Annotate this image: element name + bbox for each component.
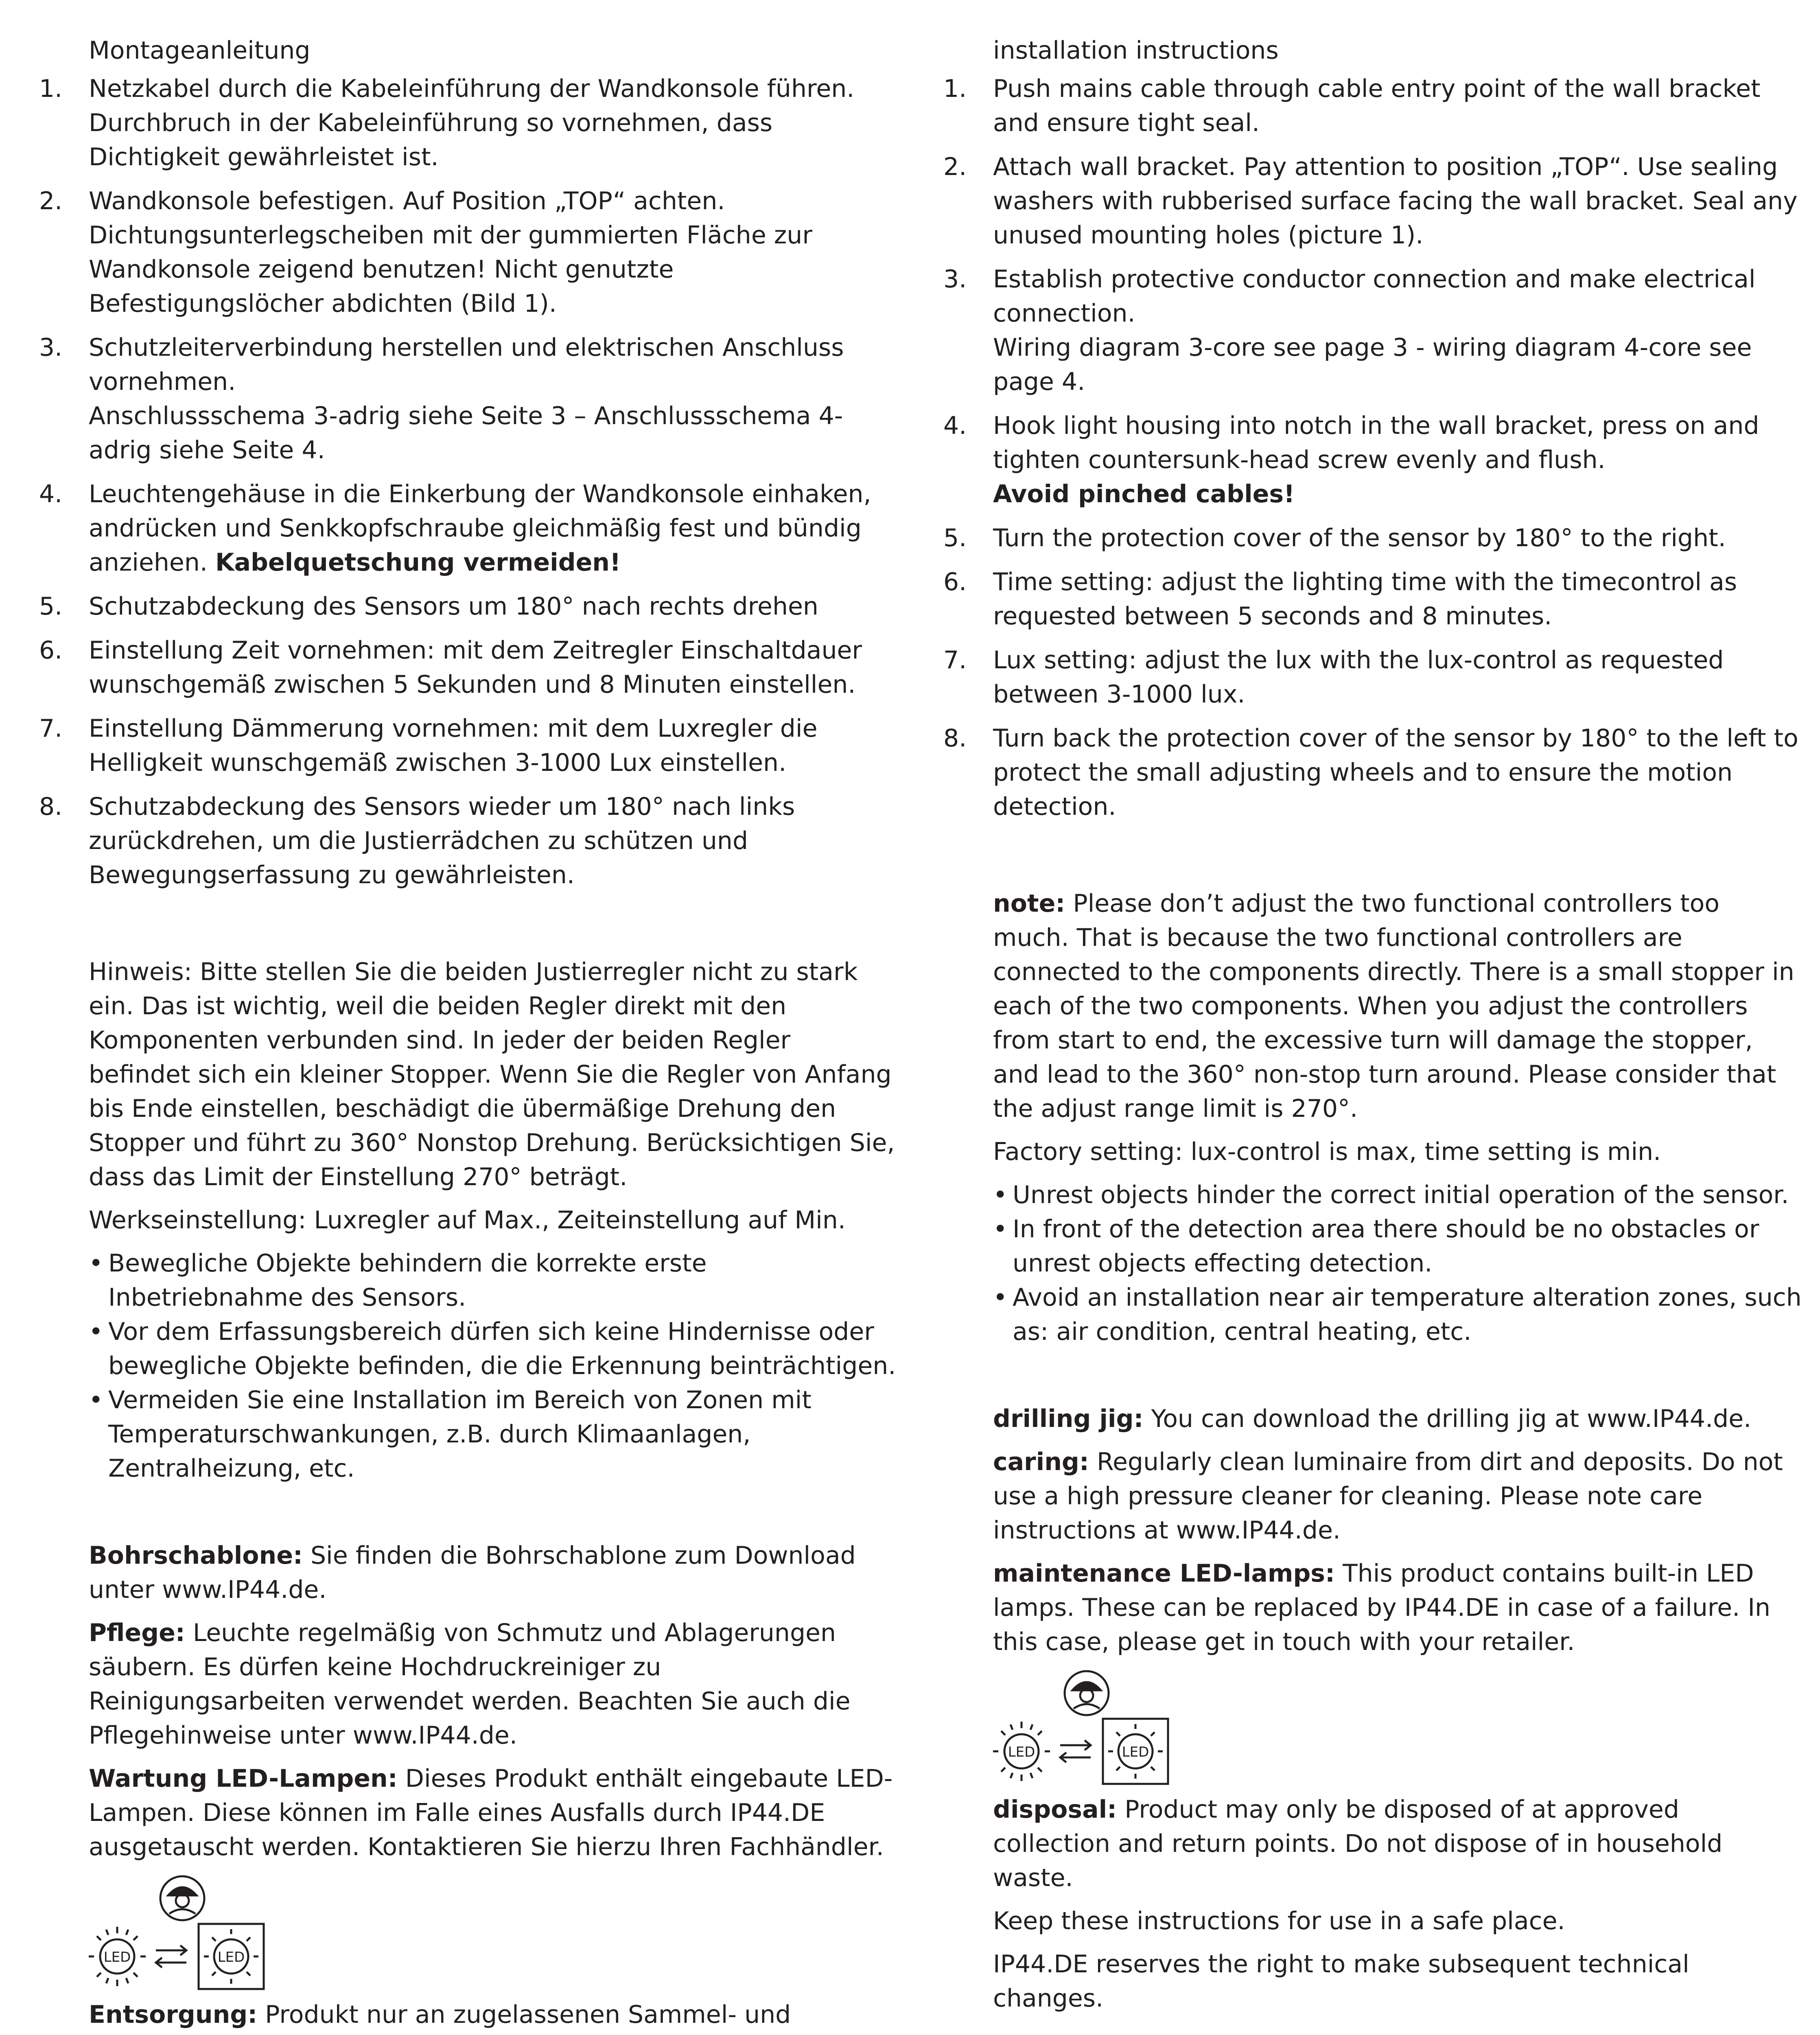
en-step-3: 3. Establish protective conductor connection and make electrical connection. Wiring diagram 3-core see page 3 - wiring diagram 4-core see page 4. — [943, 265, 1756, 396]
en-factory-setting: Factory setting: lux-control is max, time setting is min. — [993, 1138, 1661, 1166]
de-bullet: • Vermeiden Sie eine Installation im Bereich von Zonen mit Temperaturschwankungen, z.B. durch Klimaanlagen, Zentralheizung, etc. — [89, 1386, 812, 1483]
led-icon-label: LED — [217, 1949, 245, 1965]
en-keep: Keep these instructions for use in a safe place. — [993, 1907, 1565, 1935]
led-icon-label: LED — [1008, 1744, 1035, 1760]
de-step-4: 4. Leuchtengehäuse in die Einkerbung der Wandkonsole einhaken, andrücken und Senkkopfschraube gleichmäßig fest und bündig anziehen. Kabelquetschung vermeiden! — [39, 480, 871, 577]
en-disposal: disposal: Product may only be disposed of at approved collection and return points. Do not dispose of in household waste. — [993, 1795, 1723, 1892]
english-column — [943, 33, 1803, 2024]
en-bullet: • Avoid an installation near air temperature alteration zones, such as: air condition, central heating, etc. — [993, 1283, 1802, 1346]
en-step-8: 8. Turn back the protection cover of the sensor by 180° to the left to protect the small adjusting wheels and to ensure the motion detection. — [943, 724, 1798, 821]
de-maintenance: Wartung LED-Lampen: Dieses Produkt enthält eingebaute LED-Lampen. Diese können im Falle eines Ausfalls durch IP44.DE ausgetauscht werden. Kontaktieren Sie hierzu Ihren Fachhändler. — [89, 1764, 893, 1861]
de-bullet: • Vor dem Erfassungsbereich dürfen sich keine Hindernisse oder bewegliche Objekte befinden, die die Erkennung beinträchtigen. — [89, 1317, 896, 1380]
en-step-7: 7. Lux setting: adjust the lux with the lux-control as requested between 3-1000 lux. — [943, 646, 1724, 709]
de-step-1: 1. Netzkabel durch die Kabeleinführung der Wandkonsole führen. Durchbruch in der Kabeleinführung so vornehmen, dass Dichtigkeit gewährleistet ist. — [39, 74, 855, 171]
de-factory-setting: Werkseinstellung: Luxregler auf Max., Zeiteinstellung auf Min. — [89, 1206, 846, 1234]
de-step-7: 7. Einstellung Dämmerung vornehmen: mit dem Luxregler die Helligkeit wunschgemäß zwischen 3-1000 Lux einstellen. — [39, 714, 818, 777]
en-title: installation instructions — [993, 36, 1279, 65]
de-title: Montageanleitung — [89, 36, 311, 65]
de-step-8: 8. Schutzabdeckung des Sensors wieder um 180° nach links zurückdrehen, um die Justierrädchen zu schützen und Bewegungserfassung zu gewährleisten. — [39, 792, 795, 889]
de-care: Pflege: Leuchte regelmäßig von Schmutz und Ablagerungen säubern. Es dürfen keine Hochdruckreiniger zu Reinigungsarbeiten verwendet werden. Beachten Sie auch die Pflegehinweise unter www.IP44.de. — [89, 1619, 851, 1750]
german-column — [39, 33, 899, 2035]
en-bullet: • In front of the detection area there should be no obstacles or unrest objects effecting detection. — [993, 1215, 1759, 1278]
en-note: note: Please don’t adjust the two functional controllers too much. That is because the two functional controllers are connected to the components directly. There is a small stopper in each of the two components. When you adjust the controllers from start to end, the excessive turn will damage the stopper, and lead to the 360° non-stop turn around. Please consider that the adjust range limit is 270°. — [993, 889, 1794, 1123]
led-icon-label: LED — [1122, 1744, 1149, 1760]
led-replacement-icon — [993, 1668, 1180, 1786]
en-bullet-list — [993, 1178, 1803, 1349]
technician-icon — [160, 1876, 204, 1920]
en-step-5: 5. Turn the protection cover of the sensor by 180° to the right. — [943, 524, 1726, 552]
de-step-3: 3. Schutzleiterverbindung herstellen und elektrischen Anschluss vornehmen. Anschlussschema 3-adrig siehe Seite 3 – Anschlussschema 4-adrig siehe Seite 4. — [39, 333, 844, 464]
de-bullet-list — [89, 1246, 899, 1486]
de-steps-list — [39, 72, 899, 892]
en-drilling-jig: drilling jig: You can download the drilling jig at www.IP44.de. — [993, 1405, 1752, 1433]
en-care: caring: Regularly clean luminaire from dirt and deposits. Do not use a high pressure cleaner for cleaning. Please note care instructions at www.IP44.de. — [993, 1448, 1783, 1545]
de-drilling-jig: Bohrschablone: Sie finden die Bohrschablone zum Download unter www.IP44.de. — [89, 1541, 856, 1604]
de-step-6: 6. Einstellung Zeit vornehmen: mit dem Zeitregler Einschaltdauer wunschgemäß zwischen 5 Sekunden und 8 Minuten einstellen. — [39, 636, 862, 699]
en-step-4: 4. Hook light housing into notch in the wall bracket, press on and tighten countersunk-head screw evenly and flush. Avoid pinched cables! — [943, 411, 1759, 508]
exchange-arrows-icon — [1060, 1740, 1091, 1762]
de-step-2: 2. Wandkonsole befestigen. Auf Position „TOP“ achten. Dichtungsunterlegscheiben mit der gummierten Fläche zur Wandkonsole zeigend benutzen! Nicht genutzte Befestigungslöcher abdichten (Bild 1). — [39, 187, 812, 318]
en-steps-list — [943, 72, 1803, 824]
led-icon-label: LED — [103, 1949, 131, 1965]
en-step-2: 2. Attach wall bracket. Pay attention to position „TOP“. Use sealing washers with rubberised surface facing the wall bracket. Seal any unused mounting holes (picture 1). — [943, 153, 1798, 249]
de-note: Hinweis: Bitte stellen Sie die beiden Justierregler nicht zu stark ein. Das ist wichtig, weil die beiden Regler direkt mit den Komponenten verbunden sind. In jeder der beiden Regler befindet sich ein kleiner Stopper. Wenn Sie die Regler von Anfang bis Ende einstellen, beschädigt die übermäßige Drehung den Stopper und führt zu 360° Nonstop Drehung. Berücksichtigen Sie, dass das Limit der Einstellung 270° beträgt. — [89, 958, 895, 1191]
en-maintenance: maintenance LED-lamps: This product contains built-in LED lamps. These can be replaced by IP44.DE in case of a failure. In this case, please get in touch with your retailer. — [993, 1559, 1771, 1656]
en-bullet: • Unrest objects hinder the correct initial operation of the sensor. — [993, 1181, 1789, 1209]
technician-icon — [1065, 1671, 1109, 1715]
en-reserve: IP44.DE reserves the right to make subsequent technical changes. — [993, 1950, 1689, 2013]
de-step-5: 5. Schutzabdeckung des Sensors um 180° nach rechts drehen — [39, 592, 818, 621]
de-disposal: Entsorgung: Produkt nur an zugelassenen Sammel- und — [89, 2000, 791, 2029]
exchange-arrows-icon — [156, 1945, 186, 1967]
en-step-1: 1. Push mains cable through cable entry point of the wall bracket and ensure tight seal. — [943, 74, 1761, 137]
led-replacement-icon — [89, 1873, 276, 1991]
de-bullet: • Bewegliche Objekte behindern die korrekte erste Inbetriebnahme des Sensors. — [89, 1249, 707, 1312]
en-step-6: 6. Time setting: adjust the lighting time with the timecontrol as requested between 5 seconds and 8 minutes. — [943, 568, 1737, 630]
